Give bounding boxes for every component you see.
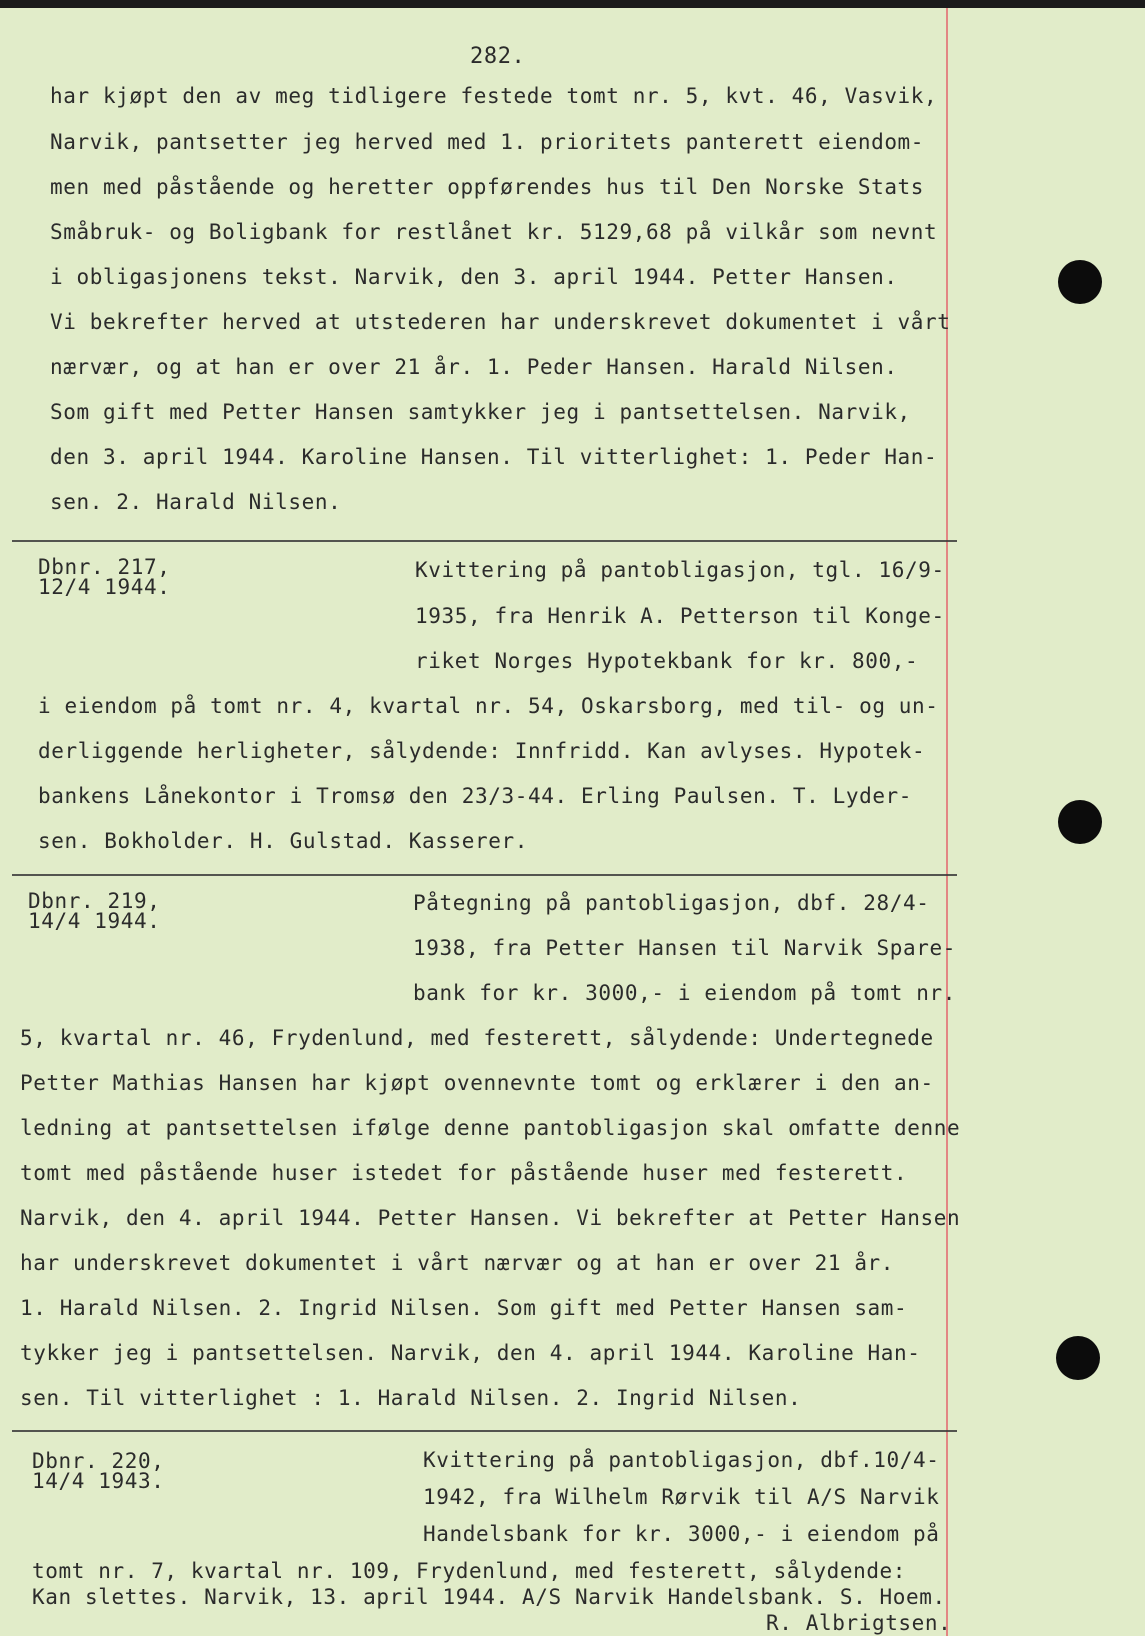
- margin-line: [946, 8, 948, 1636]
- text-line: har underskrevet dokumentet i vårt nærvær og at han er over 21 år.: [20, 1251, 895, 1275]
- text-line: 1. Harald Nilsen. 2. Ingrid Nilsen. Som gift med Petter Hansen sam-: [20, 1296, 908, 1320]
- text-line: 5, kvartal nr. 46, Frydenlund, med festerett, sålydende: Undertegnede: [20, 1026, 934, 1050]
- punch-hole: [1056, 1336, 1100, 1380]
- text-line: tykker jeg i pantsettelsen. Narvik, den 4. april 1944. Karoline Han-: [20, 1341, 921, 1365]
- text-line: Småbruk- og Boligbank for restlånet kr. 5129,68 på vilkår som nevnt: [50, 220, 938, 244]
- text-line: sen. Til vitterlighet : 1. Harald Nilsen. 2. Ingrid Nilsen.: [20, 1386, 802, 1410]
- text-line: 1942, fra Wilhelm Rørvik til A/S Narvik: [423, 1485, 940, 1509]
- text-line: 1935, fra Henrik A. Petterson til Konge-: [415, 604, 945, 628]
- entry-id-date: 12/4 1944.: [38, 575, 171, 599]
- text-line: sen. Bokholder. H. Gulstad. Kasserer.: [38, 829, 528, 853]
- entry-id-number: Dbnr. 219,: [28, 889, 161, 913]
- entry-id-number: Dbnr. 217,: [38, 555, 171, 579]
- text-line: Narvik, pantsetter jeg herved med 1. prioritets panterett eiendom-: [50, 130, 925, 154]
- text-line: Kan slettes. Narvik, 13. april 1944. A/S Narvik Handelsbank. S. Hoem.: [32, 1585, 946, 1609]
- text-line: i obligasjonens tekst. Narvik, den 3. april 1944. Petter Hansen.: [50, 265, 898, 289]
- text-line: Handelsbank for kr. 3000,- i eiendom på: [423, 1522, 940, 1546]
- ledger-page: [0, 8, 1145, 1636]
- text-line: R. Albrigtsen.: [766, 1611, 952, 1635]
- text-line: bankens Lånekontor i Tromsø den 23/3-44. Erling Paulsen. T. Lyder-: [38, 784, 913, 808]
- text-line: Påtegning på pantobligasjon, dbf. 28/4-: [413, 891, 930, 915]
- section-divider: [12, 1430, 957, 1432]
- text-line: sen. 2. Harald Nilsen.: [50, 490, 342, 514]
- punch-hole: [1058, 800, 1102, 844]
- text-line: har kjøpt den av meg tidligere festede tomt nr. 5, kvt. 46, Vasvik,: [50, 84, 938, 108]
- text-line: 1938, fra Petter Hansen til Narvik Spare-: [413, 936, 956, 960]
- text-line: i eiendom på tomt nr. 4, kvartal nr. 54, Oskarsborg, med til- og un-: [38, 694, 939, 718]
- entry-id-number: Dbnr. 220,: [32, 1449, 165, 1473]
- text-line: Petter Mathias Hansen har kjøpt ovennevnte tomt og erklærer i den an-: [20, 1071, 934, 1095]
- entry-id-date: 14/4 1944.: [28, 909, 161, 933]
- page-number: 282.: [470, 44, 526, 69]
- text-line: nærvær, og at han er over 21 år. 1. Peder Hansen. Harald Nilsen.: [50, 355, 898, 379]
- text-line: bank for kr. 3000,- i eiendom på tomt nr.: [413, 981, 956, 1005]
- text-line: tomt med påstående huser istedet for påstående huser med festerett.: [20, 1161, 908, 1185]
- section-divider: [12, 540, 957, 542]
- text-line: Vi bekrefter herved at utstederen har underskrevet dokumentet i vårt: [50, 310, 951, 334]
- text-line: den 3. april 1944. Karoline Hansen. Til vitterlighet: 1. Peder Han-: [50, 445, 938, 469]
- entry-id-date: 14/4 1943.: [32, 1469, 165, 1493]
- text-line: Som gift med Petter Hansen samtykker jeg i pantsettelsen. Narvik,: [50, 400, 911, 424]
- text-line: men med påstående og heretter oppførendes hus til Den Norske Stats: [50, 175, 925, 199]
- text-line: riket Norges Hypotekbank for kr. 800,-: [415, 649, 919, 673]
- text-line: derliggende herligheter, sålydende: Innfridd. Kan avlyses. Hypotek-: [38, 739, 926, 763]
- punch-hole: [1058, 260, 1102, 304]
- text-line: Kvittering på pantobligasjon, dbf.10/4-: [423, 1448, 940, 1472]
- text-line: tomt nr. 7, kvartal nr. 109, Frydenlund, med festerett, sålydende:: [32, 1559, 907, 1583]
- text-line: Narvik, den 4. april 1944. Petter Hansen. Vi bekrefter at Petter Hansen: [20, 1206, 961, 1230]
- section-divider: [12, 874, 957, 876]
- text-line: ledning at pantsettelsen ifølge denne pantobligasjon skal omfatte denne: [20, 1116, 961, 1140]
- text-line: Kvittering på pantobligasjon, tgl. 16/9-: [415, 558, 945, 582]
